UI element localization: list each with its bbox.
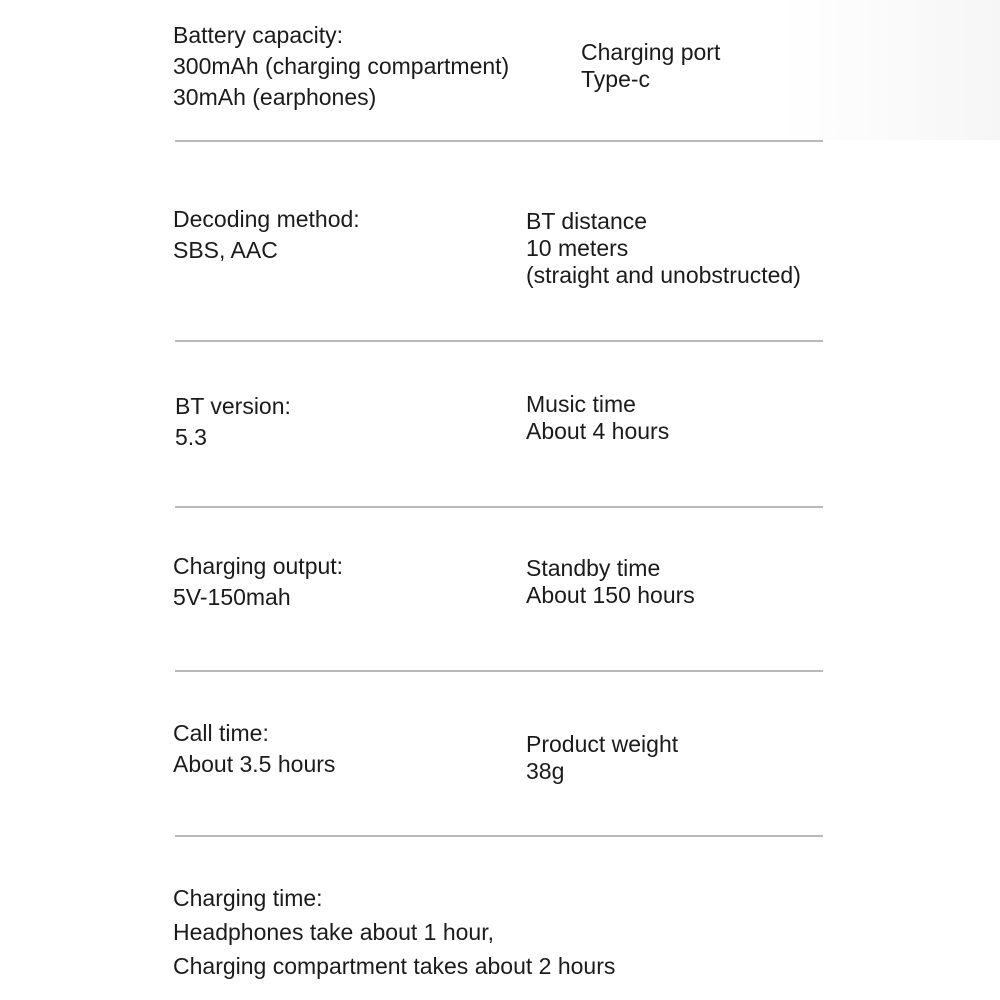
spec-value: About 4 hours	[526, 418, 670, 444]
row-divider	[175, 340, 823, 342]
spec-label: Charging time:	[173, 885, 323, 911]
spec-label: BT distance	[526, 208, 648, 234]
spec-label: Product weight	[526, 731, 679, 757]
spec-label: Music time	[526, 391, 636, 417]
spec-label: Call time:	[173, 720, 269, 746]
spec-bt-version	[175, 391, 291, 453]
spec-music-time	[526, 391, 669, 445]
spec-value: About 150 hours	[526, 582, 695, 608]
spec-value: Type-c	[581, 66, 651, 92]
spec-value: 30mAh (earphones)	[173, 84, 377, 110]
spec-value: About 3.5 hours	[173, 751, 336, 777]
spec-label: Charging port	[581, 39, 721, 65]
spec-value: SBS, AAC	[173, 237, 278, 263]
row-divider	[175, 140, 823, 142]
spec-value: 5.3	[175, 424, 207, 450]
spec-label: Standby time	[526, 555, 661, 581]
row-divider	[175, 506, 823, 508]
spec-label: BT version:	[175, 393, 291, 419]
spec-label: Charging output:	[173, 553, 344, 579]
spec-call-time	[173, 718, 335, 780]
row-divider	[175, 835, 823, 837]
spec-label: Decoding method:	[173, 206, 360, 232]
row-divider	[175, 670, 823, 672]
spec-value: Charging compartment takes about 2 hours	[173, 953, 616, 979]
spec-value: 300mAh (charging compartment)	[173, 53, 510, 79]
spec-value: (straight and unobstructed)	[526, 262, 801, 288]
spec-value: 38g	[526, 758, 565, 784]
spec-decoding-method	[173, 204, 360, 266]
spec-charging-time	[173, 881, 615, 983]
background-shade	[780, 0, 1000, 140]
spec-charging-output	[173, 551, 343, 613]
spec-value: 5V-150mah	[173, 584, 291, 610]
spec-bt-distance	[526, 208, 801, 289]
spec-charging-port	[581, 39, 720, 93]
spec-value: Headphones take about 1 hour,	[173, 919, 494, 945]
spec-label: Battery capacity:	[173, 22, 344, 48]
spec-product-weight	[526, 731, 678, 785]
spec-value: 10 meters	[526, 235, 629, 261]
spec-battery-capacity	[173, 20, 509, 113]
spec-standby-time	[526, 555, 695, 609]
